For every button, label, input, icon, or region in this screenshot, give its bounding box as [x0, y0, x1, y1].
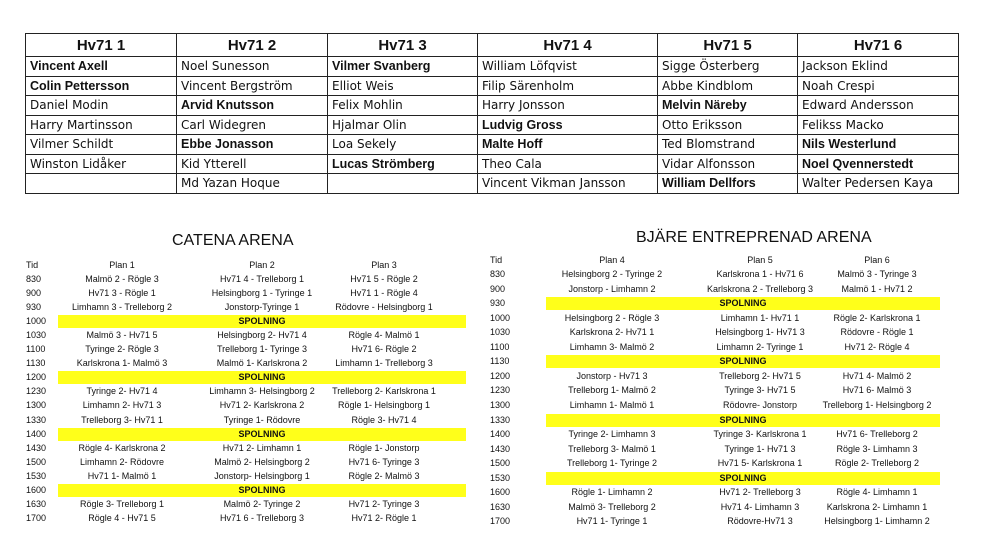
match-cell: Limhamn 3 - Trelleborg 2 [71, 302, 173, 313]
schedule-row [486, 427, 946, 442]
schedule-row [22, 469, 467, 484]
schedule-row [22, 314, 467, 329]
time-cell: 1600 [490, 487, 511, 498]
time-cell: 1630 [490, 501, 511, 512]
match-cell: Helsingborg 2- Hv71 4 [217, 330, 307, 341]
schedule-row [486, 456, 946, 471]
spolning-bar [58, 371, 466, 384]
spolning-bar [546, 355, 940, 368]
team-header: Hv71 5 [658, 34, 798, 57]
time-cell: 1200 [490, 370, 511, 381]
match-cell: Hv71 6- Tyringe 3 [348, 456, 420, 467]
player-cell: Felikss Macko [798, 115, 959, 135]
player-cell: Colin Pettersson [26, 76, 177, 96]
match-cell: Trelleborg 1- Tyringe 2 [566, 458, 658, 469]
match-cell: Malmö 3 - Tyringe 3 [837, 269, 917, 279]
player-cell: Vilmer Svanberg [328, 57, 478, 77]
schedule-row [486, 296, 946, 311]
match-cell: Hv71 2- Rögle 1 [351, 512, 417, 523]
spolning-label: SPOLNING [238, 372, 286, 383]
teams-row [26, 96, 959, 116]
player-cell: Vincent Axell [26, 57, 177, 77]
match-cell: Tyringe 1- Rödovre [223, 414, 301, 425]
catena-schedule [22, 232, 467, 532]
match-cell: Hv71 3 - Rögle 1 [88, 288, 156, 299]
spolning-bar [58, 315, 466, 328]
player-cell: Vilmer Schildt [26, 135, 177, 155]
match-cell: Trelleborg 1- Tyringe 3 [216, 344, 308, 355]
player-cell: Edward Andersson [798, 96, 959, 116]
match-cell: Tyringe 2- Rögle 3 [85, 344, 159, 355]
player-cell [26, 174, 177, 194]
player-cell: Harry Jonsson [478, 96, 658, 116]
time-cell: 900 [490, 283, 506, 294]
time-cell: 1430 [490, 443, 511, 454]
plan-header: Plan 4 [599, 255, 625, 265]
player-cell: Winston Lidåker [26, 154, 177, 174]
player-cell: Kid Ytterell [177, 154, 328, 174]
match-cell: Jonstorp- Helsingborg 1 [214, 470, 310, 481]
schedule-row [486, 398, 946, 413]
player-cell: Arvid Knutsson [177, 96, 328, 116]
spolning-bar [546, 414, 940, 427]
match-cell: Trelleborg 2- Karlskrona 1 [332, 386, 436, 397]
match-cell: Rödovre-Hv71 3 [727, 516, 793, 527]
player-cell: Melvin Näreby [658, 96, 798, 116]
schedule-row [486, 282, 946, 297]
time-cell: 1700 [490, 516, 511, 527]
player-cell: Ted Blomstrand [658, 135, 798, 155]
match-cell: Trelleborg 2- Hv71 5 [719, 370, 801, 381]
match-cell: Malmö 3 - Hv71 5 [86, 330, 158, 341]
teams-row [26, 174, 959, 194]
schedule-row [22, 328, 467, 343]
player-cell: Abbe Kindblom [658, 76, 798, 96]
match-cell: Helsingborg 2 - Tyringe 2 [561, 269, 663, 279]
schedule-row [22, 511, 467, 526]
spolning-bar [58, 428, 466, 441]
match-cell: Rögle 4- Limhamn 1 [836, 487, 918, 498]
player-cell: Lucas Strömberg [328, 154, 478, 174]
match-cell: Tyringe 1- Hv71 3 [724, 443, 796, 454]
match-cell: Jonstorp - Limhamn 2 [568, 283, 656, 294]
spolning-bar [58, 484, 466, 497]
match-cell: Hv71 1- Malmö 1 [87, 470, 157, 481]
time-cell: 1230 [26, 386, 47, 397]
tid-header: Tid [490, 255, 503, 265]
teams-row [26, 57, 959, 77]
match-cell: Hv71 6- Trelleborg 2 [836, 429, 918, 440]
time-cell: 1500 [26, 456, 47, 467]
schedule-row [486, 354, 946, 369]
schedule-row [22, 455, 467, 470]
schedule-row [22, 441, 467, 456]
player-cell: Walter Pedersen Kaya [798, 174, 959, 194]
schedule-row [22, 384, 467, 399]
match-cell: Helsingborg 1- Limhamn 2 [824, 516, 930, 527]
plan-header: Plan 6 [864, 255, 890, 265]
plan-header: Plan 3 [371, 260, 397, 270]
schedule-row [22, 300, 467, 315]
time-cell: 930 [26, 302, 42, 313]
match-cell: Limhamn 1- Trelleborg 3 [335, 358, 433, 369]
schedule-row [486, 267, 946, 282]
teams-row [26, 135, 959, 155]
spolning-label: SPOLNING [719, 414, 767, 425]
teams-row [26, 154, 959, 174]
player-cell: Filip Särenholm [478, 76, 658, 96]
match-cell: Limhamn 1- Malmö 1 [569, 399, 655, 410]
plan-header: Plan 1 [109, 260, 135, 270]
schedule-row [486, 369, 946, 384]
teams-table [25, 33, 959, 194]
team-header: Hv71 6 [798, 34, 959, 57]
player-cell: Sigge Österberg [658, 57, 798, 77]
spolning-label: SPOLNING [238, 484, 286, 495]
player-cell: William Löfqvist [478, 57, 658, 77]
player-cell: Ludvig Gross [478, 115, 658, 135]
player-cell: Noel Qvennerstedt [798, 154, 959, 174]
match-cell: Limhamn 2- Hv71 3 [82, 400, 162, 411]
match-cell: Rögle 4 - Hv71 5 [88, 512, 156, 523]
match-cell: Rögle 3- Trelleborg 1 [79, 498, 165, 509]
player-cell: Theo Cala [478, 154, 658, 174]
match-cell: Hv71 5- Karlskrona 1 [717, 458, 803, 469]
time-cell: 1130 [26, 358, 46, 369]
match-cell: Hv71 2- Karlskrona 2 [219, 400, 305, 411]
spolning-label: SPOLNING [719, 298, 767, 309]
schedule-row [486, 442, 946, 457]
time-cell: 1200 [26, 372, 47, 383]
schedule-header [486, 253, 946, 268]
plan-header: Plan 5 [747, 255, 773, 265]
match-cell: Rödovre - Helsingborg 1 [335, 302, 433, 313]
time-cell: 1030 [26, 330, 47, 341]
time-cell: 1300 [26, 400, 47, 411]
time-cell: 1230 [490, 385, 511, 396]
player-cell: Malte Hoff [478, 135, 658, 155]
player-cell: Jackson Eklind [798, 57, 959, 77]
spolning-label: SPOLNING [719, 472, 767, 483]
time-cell: 1100 [490, 341, 510, 352]
match-cell: Karlskrona 2 - Trelleborg 3 [706, 283, 814, 294]
player-cell: Nils Westerlund [798, 135, 959, 155]
player-cell: Vincent Bergström [177, 76, 328, 96]
match-cell: Malmö 2 - Rögle 3 [85, 274, 159, 284]
match-cell: Rögle 3- Hv71 4 [351, 414, 417, 425]
time-cell: 1330 [26, 414, 47, 425]
schedule-row [22, 286, 467, 301]
match-cell: Rödovre- Jonstorp [722, 399, 798, 410]
match-cell: Rögle 1- Helsingborg 1 [337, 400, 431, 411]
match-cell: Hv71 4- Malmö 2 [842, 370, 912, 381]
schedule-row [22, 483, 467, 498]
time-cell: 1030 [490, 327, 511, 338]
time-cell: 1530 [26, 470, 47, 481]
teams-row [26, 115, 959, 135]
arena-title: CATENA ARENA [172, 232, 294, 249]
match-cell: Hv71 4 - Trelleborg 1 [219, 274, 305, 284]
team-header: Hv71 2 [177, 34, 328, 57]
schedule-row [22, 497, 467, 512]
time-cell: 830 [490, 269, 506, 279]
match-cell: Malmö 2- Tyringe 2 [223, 498, 301, 509]
spolning-label: SPOLNING [238, 428, 286, 439]
spolning-bar [546, 297, 940, 310]
player-cell: Vidar Alfonsson [658, 154, 798, 174]
teams-header-row [26, 34, 959, 57]
player-cell: Noel Sunesson [177, 57, 328, 77]
match-cell: Malmö 1- Karlskrona 2 [216, 358, 308, 369]
match-cell: Hv71 6 - Trelleborg 3 [219, 512, 305, 523]
schedule-row [486, 471, 946, 486]
time-cell: 1500 [490, 458, 511, 469]
time-cell: 1600 [26, 484, 47, 495]
schedule-row [486, 311, 946, 326]
player-cell: Otto Eriksson [658, 115, 798, 135]
time-cell: 1430 [26, 442, 47, 453]
schedule-row [22, 370, 467, 385]
time-cell: 1400 [26, 428, 47, 439]
teams-row [26, 76, 959, 96]
match-cell: Karlskrona 1 - Hv71 6 [716, 269, 804, 279]
match-cell: Hv71 4- Limhamn 3 [720, 501, 800, 512]
match-cell: Rödovre - Rögle 1 [840, 327, 914, 338]
schedule-row [486, 500, 946, 515]
schedule-row [486, 340, 946, 355]
bjare-schedule [486, 229, 946, 534]
player-cell: Noah Crespi [798, 76, 959, 96]
team-header: Hv71 3 [328, 34, 478, 57]
schedule-row [22, 272, 467, 287]
player-cell: Elliot Weis [328, 76, 478, 96]
spolning-label: SPOLNING [719, 356, 767, 367]
time-cell: 1000 [490, 312, 511, 323]
schedule-row [22, 427, 467, 442]
spolning-label: SPOLNING [238, 316, 286, 327]
match-cell: Rögle 1- Jonstorp [348, 442, 420, 453]
match-cell: Limhamn 3- Helsingborg 2 [209, 386, 315, 397]
time-cell: 900 [26, 288, 42, 299]
schedule-row [22, 342, 467, 357]
match-cell: Rögle 1- Limhamn 2 [571, 487, 653, 498]
time-cell: 1300 [490, 399, 511, 410]
player-cell [328, 174, 478, 194]
player-cell: Harry Martinsson [26, 115, 177, 135]
match-cell: Hv71 2- Rögle 4 [844, 341, 910, 352]
match-cell: Tyringe 2- Limhamn 3 [568, 429, 656, 440]
match-cell: Tyringe 3- Hv71 5 [724, 385, 796, 396]
match-cell: Malmö 1 - Hv71 2 [841, 283, 913, 294]
match-cell: Tyringe 3- Karlskrona 1 [713, 429, 807, 440]
tid-header: Tid [26, 260, 39, 270]
match-cell: Hv71 2- Trelleborg 3 [719, 487, 801, 498]
team-header: Hv71 1 [26, 34, 177, 57]
match-cell: Karlskrona 2- Hv71 1 [569, 327, 655, 338]
player-cell: Ebbe Jonasson [177, 135, 328, 155]
plan-header: Plan 2 [249, 260, 275, 270]
match-cell: Malmö 2- Helsingborg 2 [214, 456, 310, 467]
match-cell: Hv71 2- Tyringe 3 [348, 498, 420, 509]
match-cell: Jonstorp-Tyringe 1 [224, 302, 300, 313]
match-cell: Limhamn 3- Malmö 2 [569, 341, 655, 352]
schedule-row [486, 413, 946, 428]
match-cell: Tyringe 2- Hv71 4 [86, 386, 158, 397]
match-cell: Karlskrona 2- Limhamn 1 [826, 501, 928, 512]
time-cell: 1530 [490, 472, 511, 483]
match-cell: Trelleborg 3- Malmö 1 [568, 443, 656, 454]
time-cell: 1630 [26, 498, 47, 509]
player-cell: Felix Mohlin [328, 96, 478, 116]
time-cell: 1400 [490, 429, 511, 440]
match-cell: Rögle 2- Karlskrona 1 [833, 312, 921, 323]
player-cell: Hjalmar Olin [328, 115, 478, 135]
match-cell: Hv71 2- Limhamn 1 [222, 442, 302, 453]
match-cell: Helsingborg 1 - Tyringe 1 [211, 288, 313, 299]
match-cell: Hv71 6- Malmö 3 [842, 385, 912, 396]
player-cell: Md Yazan Hoque [177, 174, 328, 194]
match-cell: Trelleborg 3- Hv71 1 [81, 414, 163, 425]
schedule-row [486, 383, 946, 398]
schedule-row [486, 485, 946, 500]
match-cell: Limhamn 1- Hv71 1 [720, 312, 800, 323]
team-header: Hv71 4 [478, 34, 658, 57]
time-cell: 1000 [26, 316, 47, 327]
match-cell: Malmö 3- Trelleborg 2 [568, 501, 656, 512]
player-cell: Vincent Vikman Jansson [478, 174, 658, 194]
match-cell: Hv71 1 - Rögle 4 [350, 288, 418, 299]
teams-body [26, 57, 959, 194]
schedule-row [486, 325, 946, 340]
match-cell: Rögle 3- Limhamn 3 [836, 443, 918, 454]
time-cell: 1100 [26, 344, 46, 355]
player-cell: William Dellfors [658, 174, 798, 194]
time-cell: 1130 [490, 356, 510, 367]
match-cell: Karlskrona 1- Malmö 3 [76, 358, 168, 369]
match-cell: Helsingborg 2 - Rögle 3 [564, 312, 660, 323]
schedule-row [22, 356, 467, 371]
match-cell: Trelleborg 1- Helsingborg 2 [822, 399, 932, 410]
player-cell: Daniel Modin [26, 96, 177, 116]
match-cell: Limhamn 2- Tyringe 1 [716, 341, 804, 352]
match-cell: Hv71 1- Tyringe 1 [576, 516, 648, 527]
match-cell: Helsingborg 1- Hv71 3 [715, 327, 805, 338]
schedule-row [22, 413, 467, 428]
match-cell: Rögle 4- Malmö 1 [348, 330, 420, 341]
time-cell: 1330 [490, 414, 511, 425]
match-cell: Hv71 5 - Rögle 2 [350, 274, 418, 284]
time-cell: 830 [26, 274, 42, 284]
schedule-row [486, 514, 946, 529]
match-cell: Hv71 6- Rögle 2 [351, 344, 417, 355]
time-cell: 1700 [26, 512, 47, 523]
player-cell: Loa Sekely [328, 135, 478, 155]
spolning-bar [546, 472, 940, 485]
match-cell: Rögle 2- Trelleborg 2 [834, 458, 920, 469]
arena-title: BJÄRE ENTREPRENAD ARENA [636, 229, 872, 246]
player-cell: Carl Widegren [177, 115, 328, 135]
match-cell: Jonstorp - Hv71 3 [576, 370, 648, 381]
schedule-header [22, 258, 467, 273]
match-cell: Trelleborg 1- Malmö 2 [568, 385, 656, 396]
match-cell: Limhamn 2- Rödovre [79, 456, 165, 467]
match-cell: Rögle 2- Malmö 3 [348, 470, 420, 481]
match-cell: Rögle 4- Karlskrona 2 [78, 442, 166, 453]
time-cell: 930 [490, 298, 506, 309]
schedule-row [22, 398, 467, 413]
